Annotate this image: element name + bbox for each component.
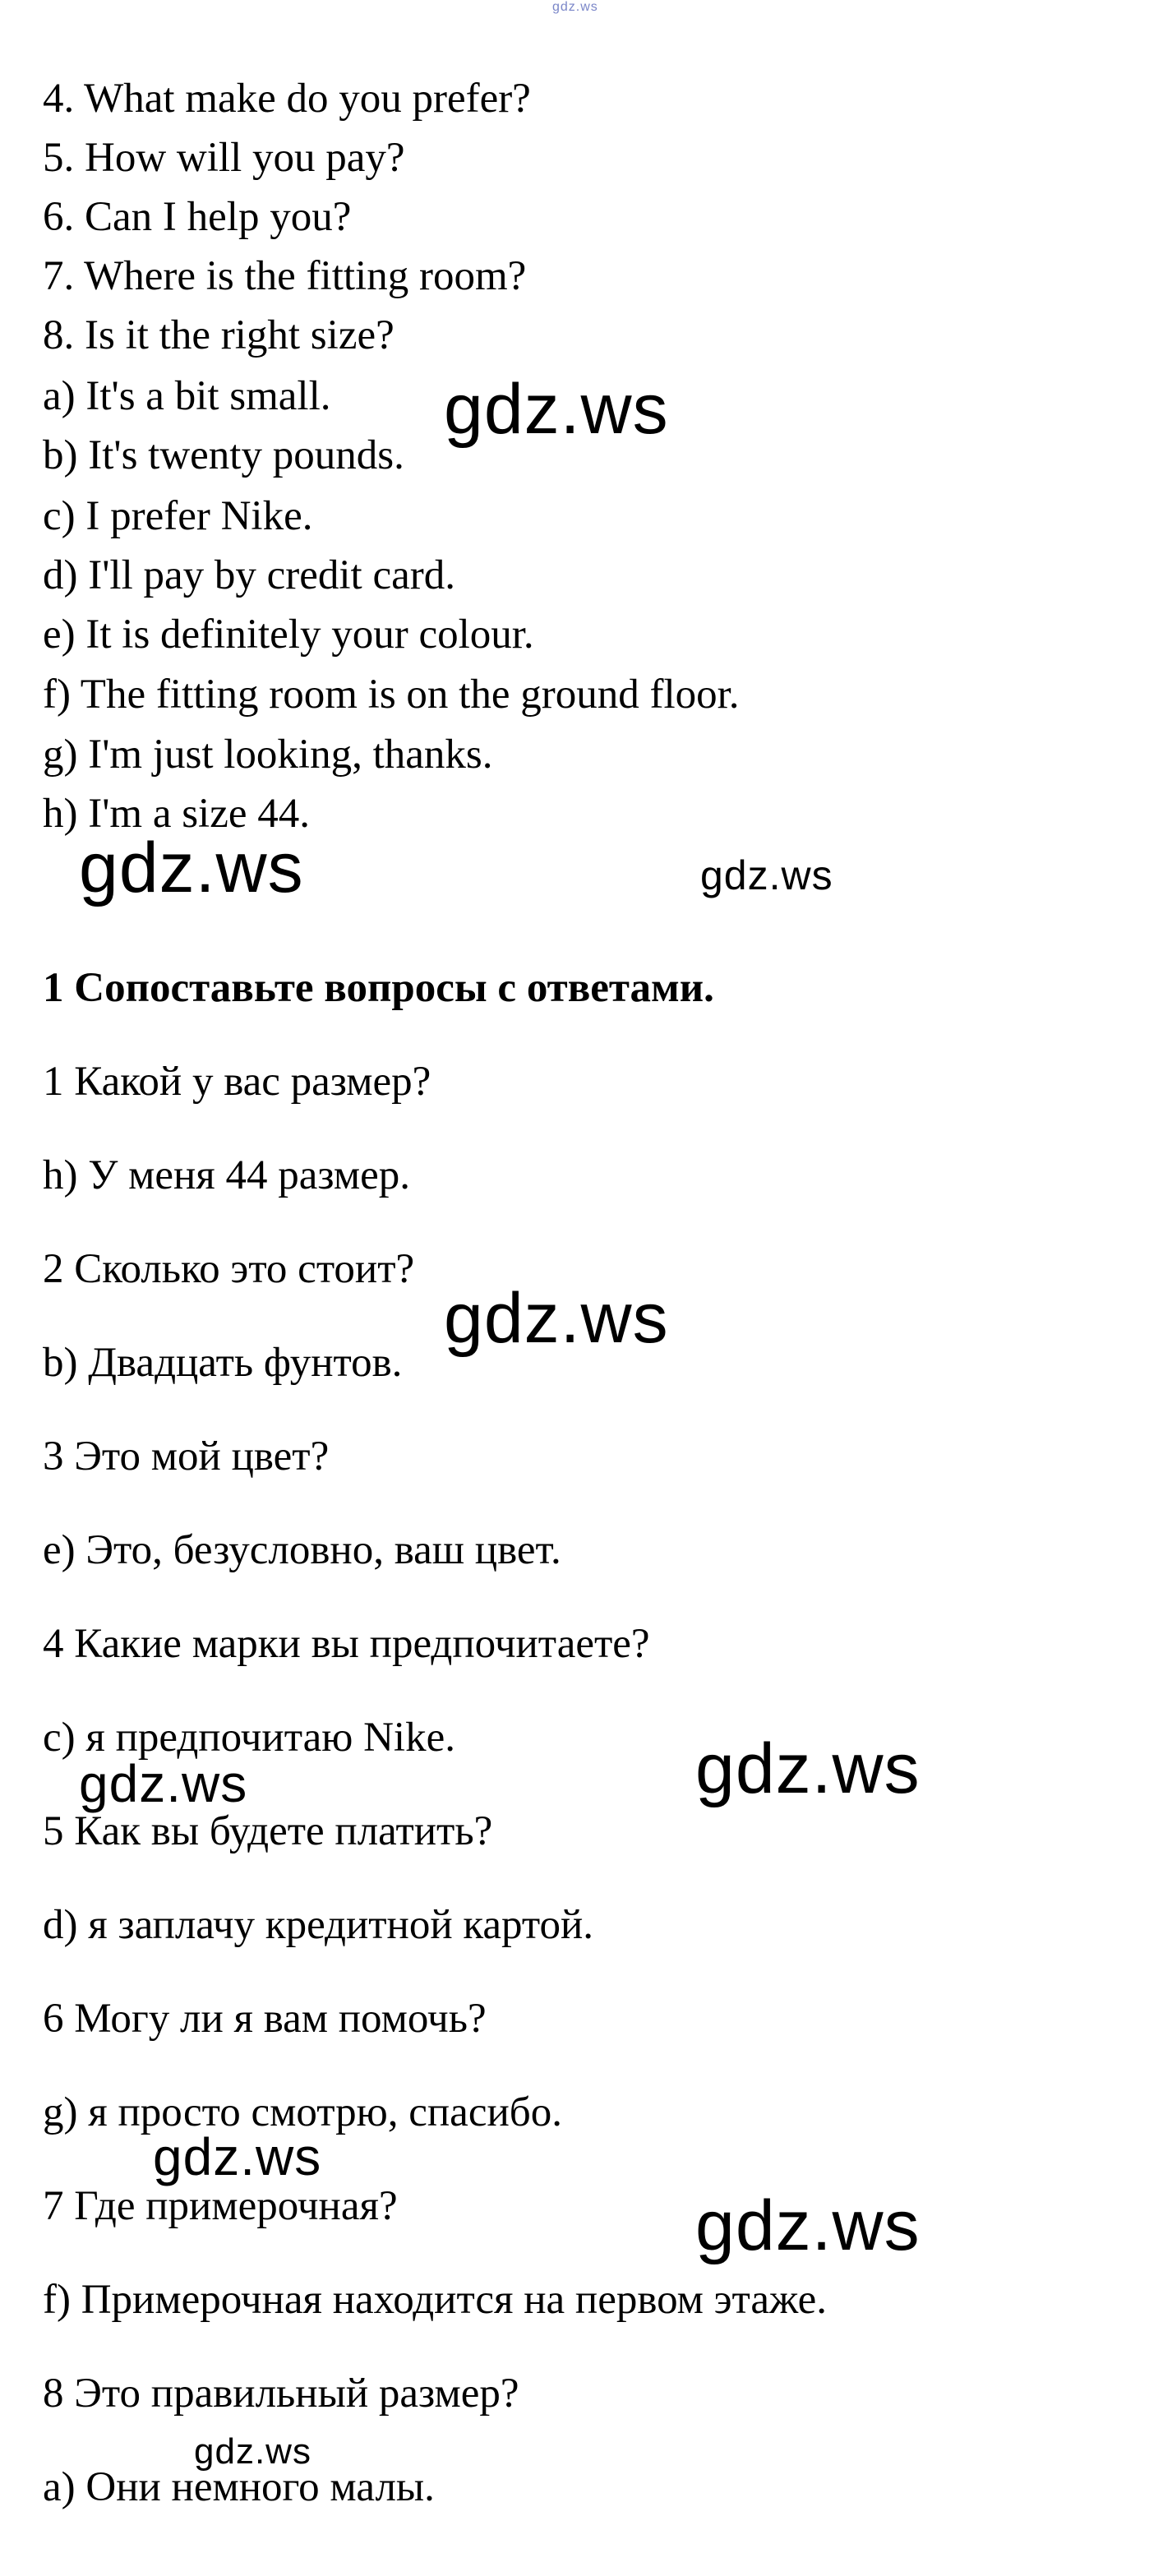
watermark: gdz.ws <box>444 370 669 449</box>
watermark: gdz.ws <box>194 2431 311 2472</box>
section-heading: 1 Сопоставьте вопросы с ответами. <box>43 965 714 1011</box>
russian-question-2: 2 Сколько это стоит? <box>43 1246 415 1292</box>
english-answer-a: a) It's a bit small. <box>43 373 331 419</box>
russian-answer-a: a) Они немного малы. <box>43 2464 435 2510</box>
english-question-5: 5. How will you pay? <box>43 135 405 181</box>
russian-answer-e: e) Это, безусловно, ваш цвет. <box>43 1527 561 1573</box>
english-question-8: 8. Is it the right size? <box>43 312 395 358</box>
russian-question-4: 4 Какие марки вы предпочитаете? <box>43 1621 650 1667</box>
watermark: gdz.ws <box>695 2186 921 2265</box>
watermark: gdz.ws <box>153 2127 322 2186</box>
english-answer-e: e) It is definitely your colour. <box>43 612 534 658</box>
watermark: gdz.ws <box>79 1754 248 1813</box>
russian-answer-c: c) я предпочитаю Nike. <box>43 1715 455 1761</box>
english-question-4: 4. What make do you prefer? <box>43 76 531 122</box>
english-answer-f: f) The fitting room is on the ground floor. <box>43 672 740 718</box>
watermark: gdz.ws <box>79 829 304 907</box>
english-answer-b: b) It's twenty pounds. <box>43 432 404 478</box>
english-question-7: 7. Where is the fitting room? <box>43 253 527 299</box>
english-answer-g: g) I'm just looking, thanks. <box>43 732 493 778</box>
english-question-6: 6. Can I help you? <box>43 194 352 240</box>
russian-answer-f: f) Примерочная находится на первом этаже. <box>43 2277 828 2323</box>
watermark: gdz.ws <box>444 1279 669 1358</box>
russian-answer-d: d) я заплачу кредитной картой. <box>43 1902 594 1948</box>
english-answer-h: h) I'm a size 44. <box>43 791 311 837</box>
watermark: gdz.ws <box>695 1729 921 1808</box>
watermark: gdz.ws <box>700 852 833 898</box>
russian-answer-g: g) я просто смотрю, спасибо. <box>43 2089 562 2135</box>
russian-question-5: 5 Как вы будете платить? <box>43 1808 493 1854</box>
watermark-top: gdz.ws <box>552 0 598 14</box>
english-answer-c: c) I prefer Nike. <box>43 493 313 539</box>
russian-answer-b: b) Двадцать фунтов. <box>43 1340 403 1386</box>
russian-question-1: 1 Какой у вас размер? <box>43 1059 431 1105</box>
english-answer-d: d) I'll pay by credit card. <box>43 552 455 598</box>
russian-question-3: 3 Это мой цвет? <box>43 1433 330 1480</box>
russian-answer-h: h) У меня 44 размер. <box>43 1152 410 1198</box>
russian-question-8: 8 Это правильный размер? <box>43 2371 519 2417</box>
russian-question-7: 7 Где примерочная? <box>43 2183 398 2229</box>
russian-question-6: 6 Могу ли я вам помочь? <box>43 1996 487 2042</box>
